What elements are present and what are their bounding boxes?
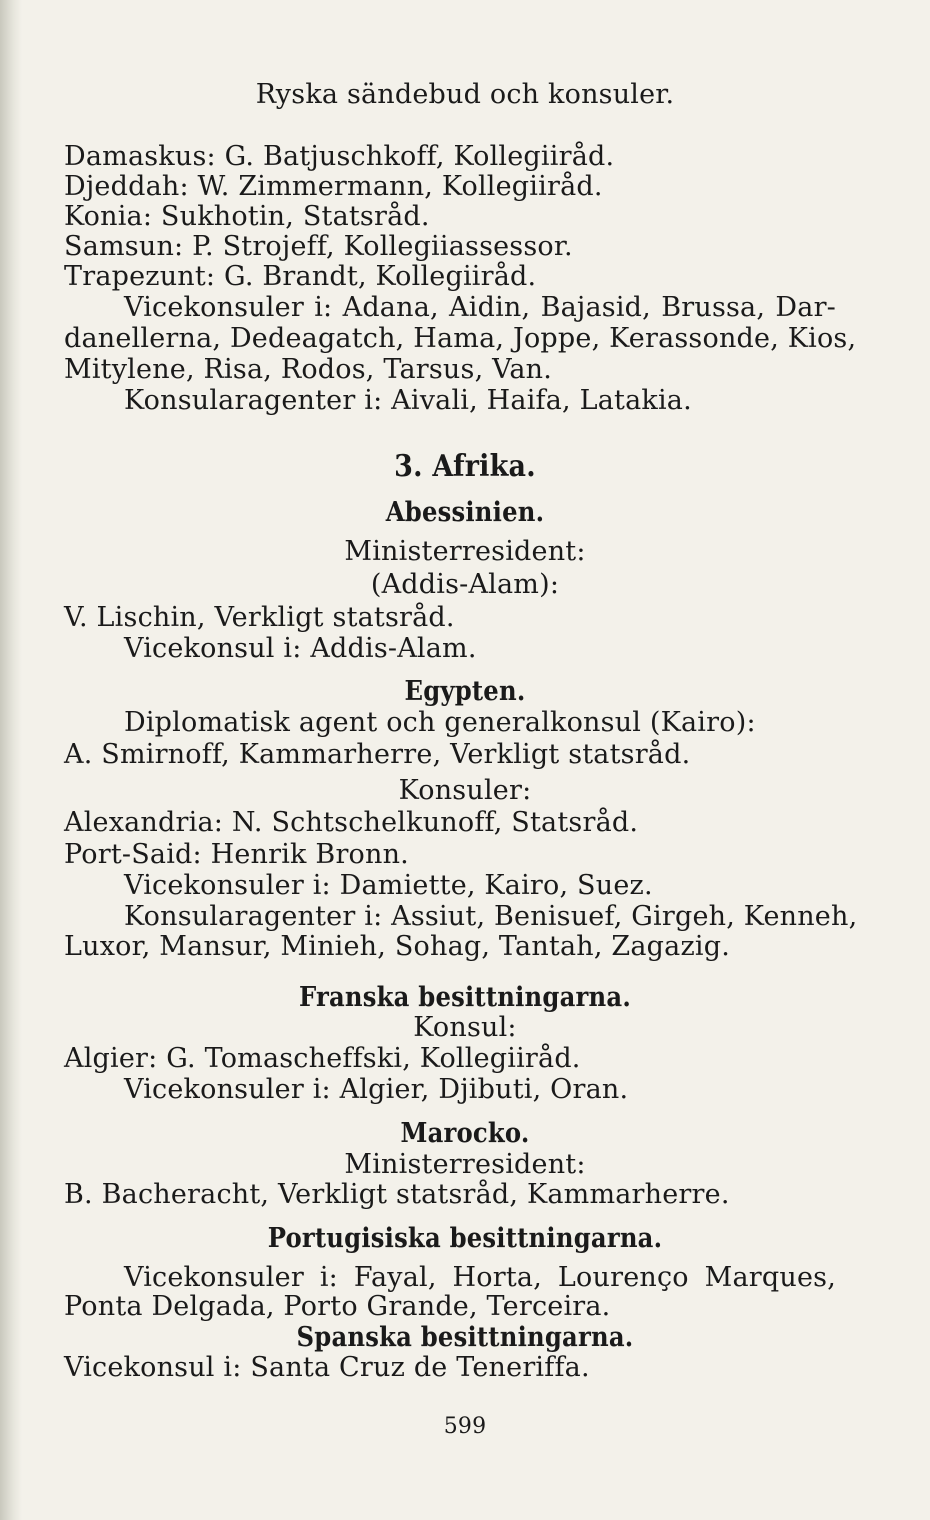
text-line: Vicekonsuler i: Adana, Aidin, Bajasid, Brussa, Dar- (124, 292, 836, 323)
text-line: Port-Said: Henrik Bronn. (64, 839, 409, 870)
text-line: Diplomatisk agent och generalkonsul (Kairo): (124, 707, 756, 738)
text-line: Alexandria: N. Schtschelkunoff, Statsråd. (64, 807, 639, 838)
text-line: Konsuler: (398, 775, 532, 806)
text-line: Vicekonsuler i: Damiette, Kairo, Suez. (124, 870, 653, 901)
text-line: Ministerresident: (344, 1149, 586, 1180)
text-line: Vicekonsuler i: Algier, Djibuti, Oran. (124, 1074, 629, 1105)
heading-marocko: Marocko. (400, 1118, 530, 1149)
section-heading-africa: 3. Afrika. (394, 449, 536, 484)
heading-egypten: Egypten. (404, 676, 526, 707)
running-head: Ryska sändebud och konsuler. (255, 79, 675, 110)
text-line: (Addis-Alam): (370, 569, 560, 600)
text-line: Konsularagenter i: Assiut, Benisuef, Girgeh, Kenneh, (124, 901, 858, 932)
heading-portugisiska: Portugisiska besittningarna. (267, 1223, 663, 1254)
text-line: Ministerresident: (344, 536, 586, 567)
text-line: Vicekonsuler i: Fayal, Horta, Lourenço Marques, (124, 1262, 836, 1293)
heading-abessinien: Abessinien. (385, 497, 545, 528)
text-line: Luxor, Mansur, Minieh, Sohag, Tantah, Zagazig. (64, 931, 730, 962)
text-line: Trapezunt: G. Brandt, Kollegiiråd. (64, 261, 537, 292)
text-line: Damaskus: G. Batjuschkoff, Kollegiiråd. (64, 141, 615, 172)
heading-spanska: Spanska besittningarna. (296, 1322, 634, 1353)
text-line: Ponta Delgada, Porto Grande, Terceira. (64, 1291, 611, 1322)
text-line: danellerna, Dedeagatch, Hama, Joppe, Kerassonde, Kios, (64, 323, 857, 354)
text-line: Djeddah: W. Zimmermann, Kollegiiråd. (64, 171, 603, 202)
text-line: Vicekonsul i: Addis-Alam. (124, 633, 477, 664)
text-line: V. Lischin, Verkligt statsråd. (64, 602, 455, 633)
text-line: Samsun: P. Strojeff, Kollegiiassessor. (64, 231, 573, 262)
text-line: B. Bacheracht, Verkligt statsråd, Kammarherre. (64, 1179, 730, 1210)
page-number: 599 (443, 1414, 487, 1439)
text-line: Algier: G. Tomascheffski, Kollegiiråd. (64, 1043, 581, 1074)
text-line: Mitylene, Risa, Rodos, Tarsus, Van. (64, 354, 553, 385)
text-line: Konsul: (413, 1012, 517, 1043)
text-line: A. Smirnoff, Kammarherre, Verkligt statsråd. (64, 739, 691, 770)
text-line: Konia: Sukhotin, Statsråd. (64, 201, 430, 232)
text-line: Konsularagenter i: Aivali, Haifa, Latakia. (124, 385, 692, 416)
text-line: Vicekonsul i: Santa Cruz de Teneriffa. (64, 1352, 590, 1383)
page-spine-shadow (0, 0, 22, 1520)
heading-franska: Franska besittningarna. (299, 982, 631, 1013)
